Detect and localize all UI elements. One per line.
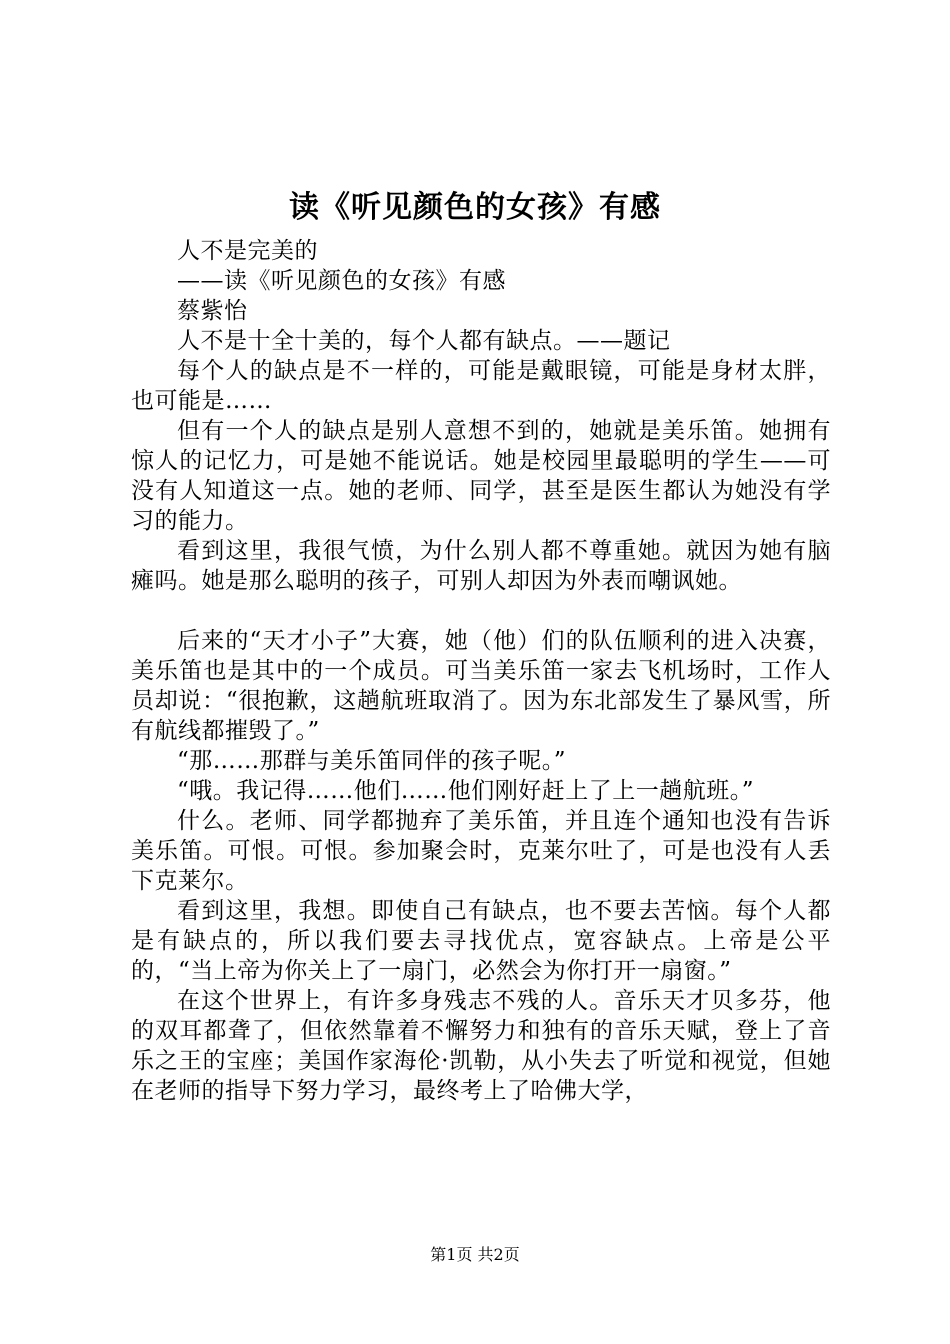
paragraph: 什么。老师、同学都抛弃了美乐笛，并且连个通知也没有告诉美乐笛。可恨。可恨。参加聚会时，克莱尔吐了，可是也没有人丢下克莱尔。: [131, 808, 831, 894]
page-footer: 第1页 共2页: [430, 1245, 520, 1264]
document-title: 读《听见颜色的女孩》有感: [289, 190, 661, 225]
paragraph: 在这个世界上，有许多身残志不残的人。音乐天才贝多芬，他的双耳都聋了，但依然靠着不懈努力和独有的音乐天赋，登上了音乐之王的宝座；美国作家海伦·凯勒，从小失去了听觉和视觉，但她在老师的指导下努力学习，最终考上了哈佛大学，: [131, 988, 831, 1104]
epigraph-line: 人不是十全十美的，每个人都有缺点。——题记: [177, 328, 671, 354]
paragraph: 每个人的缺点是不一样的，可能是戴眼镜，可能是身材太胖，也可能是……: [131, 358, 831, 414]
paragraph: 看到这里，我很气愤，为什么别人都不尊重她。就因为她有脑瘫吗。她是那么聪明的孩子，可别人却因为外表而嘲讽她。: [131, 538, 831, 594]
subtitle-source-line: ——读《听见颜色的女孩》有感: [177, 268, 506, 294]
paragraph: “那……那群与美乐笛同伴的孩子呢。”: [177, 748, 567, 774]
paragraph: 但有一个人的缺点是别人意想不到的，她就是美乐笛。她拥有惊人的记忆力，可是她不能说话。她是校园里最聪明的学生——可没有人知道这一点。她的老师、同学，甚至是医生都认为她没有学习的能力。: [131, 418, 831, 534]
paragraph: 后来的“天才小子”大赛，她（他）们的队伍顺利的进入决赛，美乐笛也是其中的一个成员。可当美乐笛一家去飞机场时，工作人员却说：“很抱歉，这趟航班取消了。因为东北部发生了暴风雪，所有航线都摧毁了。”: [131, 628, 831, 744]
author-line: 蔡紫怡: [177, 298, 248, 324]
paragraph: 看到这里，我想。即使自己有缺点，也不要去苦恼。每个人都是有缺点的，所以我们要去寻找优点，宽容缺点。上帝是公平的，“当上帝为你关上了一扇门，必然会为你打开一扇窗。”: [131, 898, 831, 984]
document-body: [131, 236, 831, 1106]
subtitle-line: 人不是完美的: [177, 238, 318, 264]
paragraph: “哦。我记得……他们……他们刚好赶上了上一趟航班。”: [177, 778, 755, 804]
